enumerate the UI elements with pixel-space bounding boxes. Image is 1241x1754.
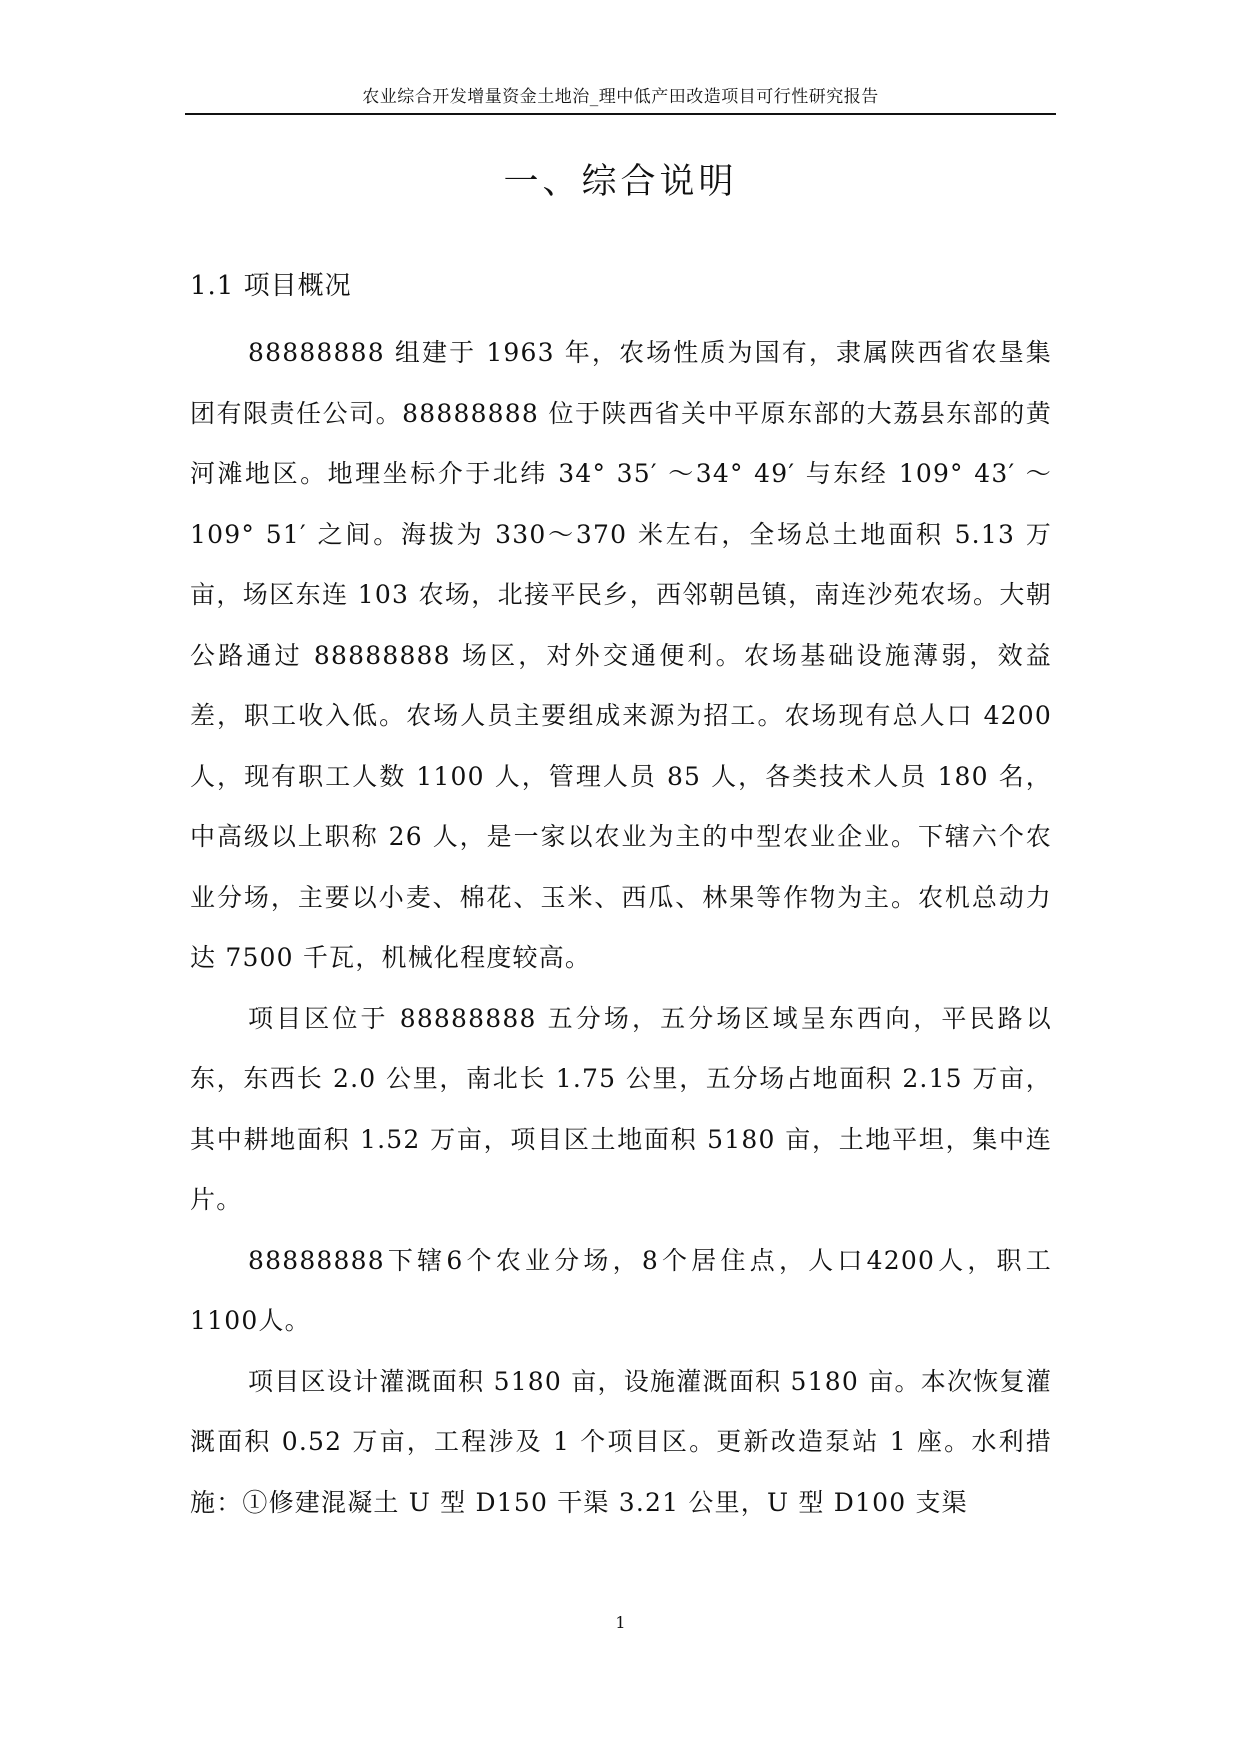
paragraph-irrigation: 项目区设计灌溉面积 5180 亩，设施灌溉面积 5180 亩。本次恢复灌溉面积 0.52 万亩，工程涉及 1 个项目区。更新改造泵站 1 座。水利措施：①修建混凝土 U 型 D150 干渠 3.21 公里，U 型 D100 支渠 — [190, 1366, 1052, 1517]
running-header: 农业综合开发增量资金土地治_理中低产田改造项目可行性研究报告 — [362, 87, 879, 107]
chapter-title: 一、综合说明 — [503, 162, 738, 202]
page-number: 1 — [615, 1613, 626, 1632]
paragraph-project-area: 项目区位于 88888888 五分场，五分场区域呈东西向，平民路以东，东西长 2.0 公里，南北长 1.75 公里，五分场占地面积 2.15 万亩，其中耕地面积 1.52 万亩，项目区土地面积 5180 亩，土地平坦，集中连片。 — [190, 1003, 1052, 1214]
section-heading: 1.1 项目概况 — [190, 271, 352, 301]
paragraph-overview: 88888888 组建于 1963 年，农场性质为国有，隶属陕西省农垦集团有限责任公司。88888888 位于陕西省关中平原东部的大荔县东部的黄河滩地区。地理坐标介于北纬 34° 35′ ～34° 49′ 与东经 109° 43′ ～109° 51′ 之间。海拔为 330～370 米左右，全场总土地面积 5.13 万亩，场区东连 103 农场，北接平民乡，西邻朝邑镇，南连沙苑农场。大朝公路通过 88888888 场区，对外交通便利。农场基础设施薄弱，效益差，职工收入低。农场人员主要组成来源为招工。农场现有总人口 4200 人，现有职工人数 1100 人，管理人员 85 人，各类技术人员 180 名，中高级以上职称 26 人，是一家以农业为主的中型农业企业。下辖六个农业分场，主要以小麦、棉花、玉米、西瓜、林果等作物为主。农机总动力达 7500 千瓦，机械化程度较高。 — [190, 338, 1052, 972]
paragraph-population: 88888888下辖6个农业分场，8个居住点，人口4200人，职工1100人。 — [190, 1245, 1052, 1335]
header-divider — [185, 113, 1056, 115]
body-text — [190, 323, 1052, 1533]
